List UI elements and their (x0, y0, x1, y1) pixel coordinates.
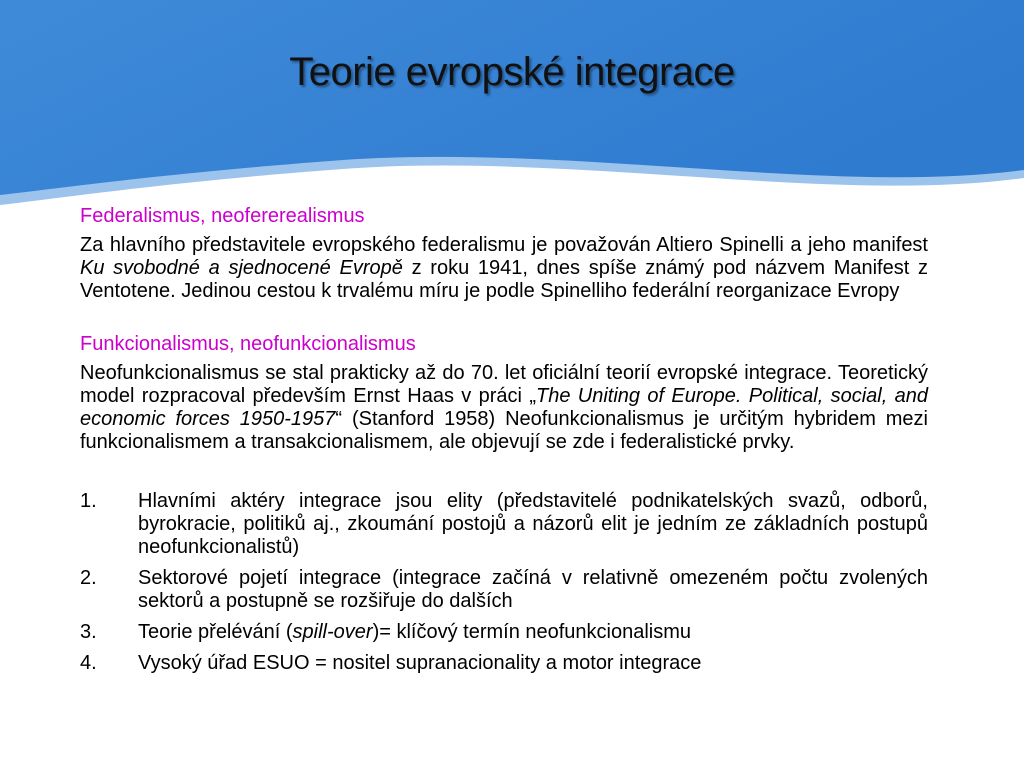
list-text: Hlavními aktéry integrace jsou elity (představitelé podnikatelských svazů, odborů, byrokracie, politiků aj., zkoumání postojů a názorů elit je jedním ze základních postupů neofunkcionalistů) (138, 490, 928, 558)
list-text: Sektorové pojetí integrace (integrace začíná v relativně omezeném počtu zvolených sektorů a postupně se rozšiřuje do dalších (138, 567, 928, 612)
list-number: 2. (80, 567, 97, 589)
list-item (80, 652, 928, 675)
header-wave (0, 0, 1024, 215)
spacer (80, 454, 928, 490)
federalism-text-b: z roku 1941, dnes spíše známý pod názvem Manifest z Ventotene. Jedinou cestou k trvalému míru je podle Spinelliho federální reorganizace Evropy (80, 257, 928, 302)
list-text-b: )= klíčový termín neofunkcionalismu (372, 621, 692, 643)
federalism-text-a: Za hlavního představitele evropského federalismu je považován Altiero Spinelli a jeho manifest (80, 234, 928, 256)
spill-over-term: spill-over (292, 621, 373, 643)
list-text (138, 621, 928, 644)
manifest-title: Ku svobodné a sjednocené Evropě (80, 257, 403, 279)
section-heading-functionalism: Funkcionalismus, neofunkcionalismus (80, 333, 416, 355)
section-heading-federalism: Federalismus, neofererealismus (80, 205, 365, 227)
slide-body (80, 205, 928, 683)
list-item (80, 621, 928, 644)
spacer (80, 303, 928, 333)
list-number: 3. (80, 621, 97, 643)
federalism-paragraph (80, 234, 928, 303)
slide-title: Teorie evropské integrace (289, 50, 735, 94)
haas-book-title: The Uniting of Europe. Political, social, and economic forces 1950-1957 (80, 385, 928, 430)
list-number: 1. (80, 490, 97, 512)
functionalism-paragraph (80, 362, 928, 454)
list-item (80, 490, 928, 559)
list-number: 4. (80, 652, 97, 674)
functionalism-text-a: Neofunkcionalismus se stal prakticky až do 70. let oficiální teorií evropské integrace. Teoretický model rozpracoval především Ernst Haas v práci „ (80, 362, 928, 407)
functionalism-text-b: “ (Stanford 1958) Neofunkcionalismus je určitým hybridem mezi funkcionalismem a transakcionalismem, ale objevují se zde i federalistické prvky. (80, 408, 928, 453)
list-text: Vysoký úřad ESUO = nositel supranacionality a motor integrace (138, 652, 702, 674)
list-text-a: Teorie přelévání ( (138, 621, 293, 643)
list-item (80, 567, 928, 613)
